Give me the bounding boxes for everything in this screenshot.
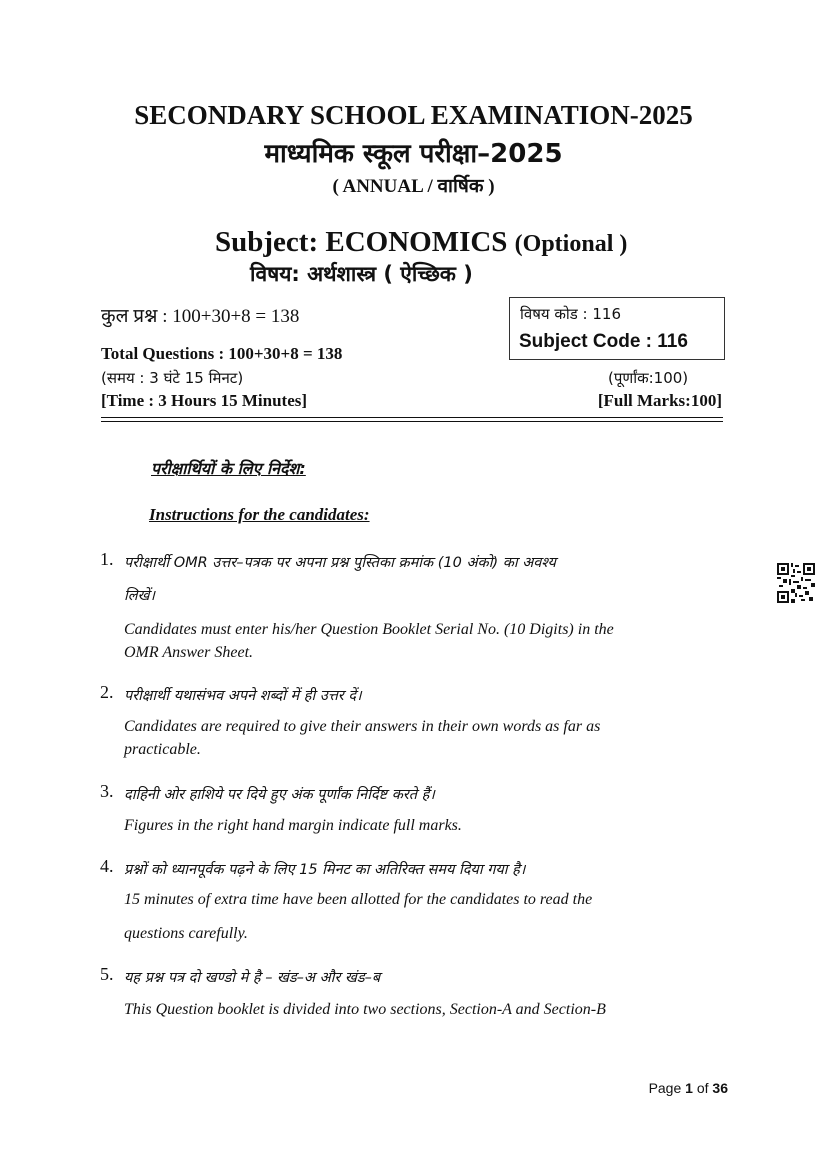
total-questions-hindi: कुल प्रश्न : 100+30+8 = 138 — [101, 306, 300, 327]
instructions-heading-hindi: परीक्षार्थियों के लिए निर्देश: — [151, 459, 306, 478]
exam-title: SECONDARY SCHOOL EXAMINATION-2025 — [134, 100, 693, 130]
item-hindi-line: प्रश्नों को ध्यानपूर्वक पढ़ने के लिए 15 मिनट का अतिरिक्त समय दिया गया है। — [124, 862, 526, 878]
item-hindi-line: लिखें। — [124, 588, 155, 604]
total-questions: Total Questions : 100+30+8 = 138 — [101, 344, 343, 363]
item-english-line: questions carefully. — [124, 925, 248, 942]
page-number — [649, 1080, 728, 1096]
subject-code: Subject Code : 116 — [519, 331, 688, 352]
item-number: 2. — [100, 682, 114, 702]
item-hindi-line: यह प्रश्न पत्र दो खण्डो मे है – खंड–अ और खंड–ब — [124, 970, 381, 986]
item-hindi-line: दाहिनी ओर हाशिये पर दिये हुए अंक पूर्णांक निर्दिष्ट करते हैं। — [124, 787, 435, 803]
item-english-line: Candidates must enter his/her Question Booklet Serial No. (10 Digits) in the — [124, 621, 614, 638]
time-label: [Time : 3 Hours 15 Minutes] — [101, 391, 308, 410]
subject-code-hindi: विषय कोड : 116 — [520, 305, 622, 323]
header-divider-second — [101, 421, 723, 422]
time-hindi: (समय : 3 घंटे 15 मिनट) — [101, 369, 244, 387]
subject-optional: (Optional ) — [514, 231, 628, 257]
page-total: 36 — [712, 1080, 728, 1096]
item-hindi-line: परीक्षार्थी OMR उत्तर–पत्रक पर अपना प्रश्न पुस्तिका क्रमांक (10 अंको) का अवश्य — [124, 555, 556, 571]
exam-title-hindi: माध्यमिक स्कूल परीक्षा–2025 — [264, 139, 563, 169]
item-number: 3. — [100, 781, 114, 801]
full-marks-hindi: (पूर्णांक:100) — [608, 369, 689, 387]
item-number: 5. — [100, 964, 114, 984]
subject-label: Subject: ECONOMICS — [215, 226, 508, 258]
subject-code-box — [509, 297, 725, 360]
full-marks-label: [Full Marks:100] — [597, 391, 722, 410]
annual-label: ( ANNUAL / वार्षिक ) — [332, 176, 495, 197]
qr-code-icon — [777, 563, 815, 603]
header-divider — [101, 417, 723, 418]
item-hindi-line: परीक्षार्थी यथासंभव अपने शब्दों में ही उत्तर दें। — [124, 688, 362, 704]
item-number: 4. — [100, 856, 114, 876]
item-number: 1. — [100, 549, 114, 569]
subject-heading-hindi: विषय: अर्थशास्त्र ( ऐच्छिक ) — [250, 262, 473, 286]
page-current: 1 — [685, 1080, 693, 1096]
item-english-line: Figures in the right hand margin indicate full marks. — [124, 817, 462, 834]
instructions-heading: Instructions for the candidates: — [149, 505, 370, 524]
item-english-line: Candidates are required to give their answers in their own words as far as — [124, 718, 601, 735]
item-english-line: practicable. — [124, 741, 201, 758]
page-prefix: Page — [648, 1080, 682, 1096]
item-english-line: 15 minutes of extra time have been allotted for the candidates to read the — [124, 891, 593, 908]
item-english-line: This Question booklet is divided into two sections, Section-A and Section-B — [124, 1001, 606, 1018]
subject-heading — [215, 226, 627, 259]
item-english-line: OMR Answer Sheet. — [124, 644, 254, 661]
page-of: of — [696, 1080, 709, 1096]
